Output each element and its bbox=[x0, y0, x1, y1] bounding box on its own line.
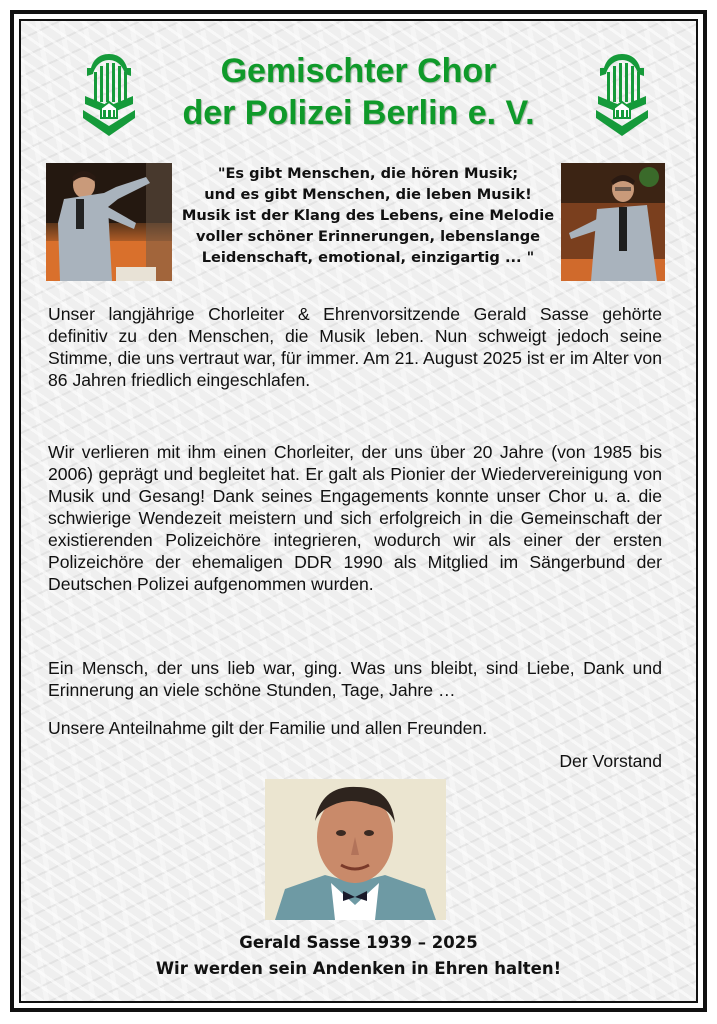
paragraph-3: Ein Mensch, der uns lieb war, ging. Was uns bleibt, sind Liebe, Dank und Erinnerung an viele schöne Stunden, Tage, Jahre … bbox=[48, 658, 662, 700]
signature: Der Vorstand bbox=[559, 751, 662, 771]
title-line-2: der Polizei Berlin e. V. bbox=[182, 94, 535, 132]
paragraph-4: Unsere Anteilnahme gilt der Familie und allen Freunden. bbox=[48, 718, 488, 738]
quote-line: voller schöner Erinnerungen, lebenslange bbox=[195, 228, 541, 245]
conductor-photo-left bbox=[46, 163, 172, 281]
choir-lyre-emblem-icon bbox=[81, 52, 137, 138]
choir-lyre-emblem-icon bbox=[594, 52, 650, 138]
quote-line: und es gibt Menschen, die leben Musik! bbox=[204, 186, 532, 203]
paragraph-2: Wir verlieren mit ihm einen Chorleiter, der uns über 20 Jahre (von 1985 bis 2006) geprägt und begleitet hat. Er galt als Pionier der Wiedervereinigung von Musik und Gesang! Dank seines Engagements konnte unser Chor u. a. die schwierige Wendezeit meistern und sich erfolgreich in die Gemeinschaft der existierenden Polizeichöre integrieren, wodurch wir als einer der ersten Polizeichöre der ehemaligen DDR 1990 als Mitglied im Sängerbund der Deutschen Polizei aufgenommen wurden. bbox=[48, 442, 662, 594]
portrait-caption-name: Gerald Sasse 1939 – 2025 bbox=[239, 933, 478, 952]
title-line-1: Gemischter Chor bbox=[220, 52, 497, 90]
quote-line: Leidenschaft, emotional, einzigartig ... " bbox=[201, 249, 535, 266]
quote-line: "Es gibt Menschen, die hören Musik; bbox=[217, 165, 519, 182]
conductor-photo-right bbox=[561, 163, 665, 281]
portrait-photo bbox=[265, 779, 446, 920]
quote-line: Musik ist der Klang des Lebens, eine Melodie bbox=[181, 207, 555, 224]
portrait-caption-memorial: Wir werden sein Andenken in Ehren halten! bbox=[155, 959, 562, 978]
paragraph-1: Unser langjährige Chorleiter & Ehrenvorsitzende Gerald Sasse gehörte definitiv zu den Menschen, die Musik leben. Nun schweigt jedoch seine Stimme, die uns vertraut war, für immer. Am 21. August 2025 ist er im Alter von 86 Jahren friedlich eingeschlafen. bbox=[48, 304, 662, 390]
page-title bbox=[150, 50, 567, 134]
quote-block bbox=[178, 163, 558, 268]
